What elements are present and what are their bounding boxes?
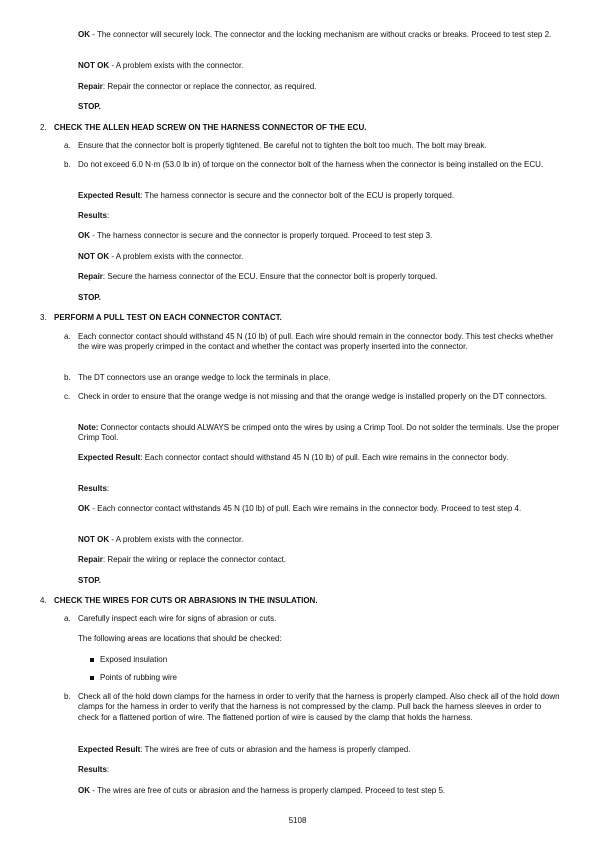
step2-heading [40,123,560,133]
list-item [100,655,540,665]
step-title: PERFORM A PULL TEST ON EACH CONNECTOR CONTACT. [54,313,282,322]
results-colon: : [106,765,110,774]
note-label: Note: [78,423,99,432]
step-title: CHECK THE WIRES FOR CUTS OR ABRASIONS IN THE INSULATION. [54,596,318,605]
step3-repair-text [78,555,560,565]
ok-description: - Each connector contact withstands 45 N (10 lb) of pull. Each wire remains in the connector body. Proceed to test step 4. [90,504,522,513]
step3-item-c [64,392,560,402]
item-text: The DT connectors use an orange wedge to lock the terminals in place. [78,373,331,382]
step4-areas-intro: The following areas are locations that should be checked: [78,634,282,643]
item-marker: b. [64,692,71,701]
step3-item-b [64,373,560,383]
ok-label: OK [78,786,90,795]
step4-item-b [64,692,560,723]
step-number: 2. [40,123,47,132]
item-marker: b. [64,373,71,382]
step2-expected-result [78,191,560,201]
item-text: Check all of the hold down clamps for the harness in order to verify that the harness is properly clamped. Also check all of the hold down clamps for the harness in order to verify that the harness is not compressed by the clamp. Pull back the harness sleeves in order to check for a flattened portion of wire. The flattened portion of wire is caused by the clamp that holds the harness. [78,692,560,722]
expected-label: Expected Result [78,745,141,754]
step-title: CHECK THE ALLEN HEAD SCREW ON THE HARNESS CONNECTOR OF THE ECU. [54,123,367,132]
notok-description: - A problem exists with the connector. [109,252,244,261]
step3-ok-text [78,504,560,514]
item-marker: a. [64,332,71,341]
item-marker: a. [64,614,71,623]
ok-label: OK [78,504,90,513]
step4-item-a [64,614,560,624]
repair-label: Repair [78,555,103,564]
notok-label: NOT OK [78,535,110,544]
page-number: 5108 [288,816,307,825]
step2-repair-text [78,272,560,282]
step-number: 4. [40,596,47,605]
list-item-text: Exposed insulation [100,655,168,664]
ok-label: OK [78,231,90,240]
ok-label: OK [78,30,90,39]
repair-description: : Secure the harness connector of the ECU. Ensure that the connector bolt is properly torqued. [102,272,438,281]
notok-label: NOT OK [78,252,110,261]
repair-label: Repair [78,272,103,281]
step3-expected-result [78,453,560,463]
list-item-text: Points of rubbing wire [100,673,177,682]
step3-results [78,484,560,494]
step2-ok-text [78,231,560,241]
step2-item-b [64,160,560,170]
step2-item-a [64,141,560,151]
item-text: Do not exceed 6.0 N·m (53.0 lb in) of torque on the connector bolt of the harness when the connector is being installed on the ECU. [78,160,544,169]
step2-notok-text [78,252,560,262]
step1-stop: STOP. [78,102,101,111]
expected-description: : Each connector contact should withstand 45 N (10 lb) of pull. Each wire remains in the connector body. [140,453,509,462]
step4-expected-result [78,745,560,755]
step-number: 3. [40,313,47,322]
results-colon: : [106,211,110,220]
step3-notok-text [78,535,560,545]
step3-item-a [64,332,560,353]
step3-note [78,423,560,444]
ok-description: - The wires are free of cuts or abrasion and the harness is properly clamped. Proceed to test step 5. [90,786,446,795]
repair-description: : Repair the connector or replace the connector, as required. [102,82,317,91]
item-text: Carefully inspect each wire for signs of abrasion or cuts. [78,614,277,623]
results-label: Results [78,484,107,493]
item-text: Ensure that the connector bolt is properly tightened. Be careful not to tighten the bolt too much. The bolt may break. [78,141,487,150]
expected-description: : The wires are free of cuts or abrasion and the harness is properly clamped. [140,745,411,754]
step1-repair-text [78,82,560,92]
repair-label: Repair [78,82,103,91]
step2-results [78,211,560,221]
expected-label: Expected Result [78,453,141,462]
step4-heading [40,596,560,606]
expected-description: : The harness connector is secure and the connector bolt of the ECU is properly torqued. [140,191,455,200]
item-text: Each connector contact should withstand 45 N (10 lb) of pull. Each wire should remain in the connector body. This test checks whether the wire was properly crimped in the contact and whether the contact was properly inserted into the connector. [78,332,554,352]
item-marker: b. [64,160,71,169]
results-label: Results [78,211,107,220]
repair-description: : Repair the wiring or replace the connector contact. [102,555,287,564]
step1-ok-text [78,30,560,40]
list-item [100,673,540,683]
step3-stop: STOP. [78,576,101,585]
notok-description: - A problem exists with the connector. [109,61,244,70]
results-colon: : [106,484,110,493]
step4-results [78,765,560,775]
bullet-icon [90,658,94,662]
expected-label: Expected Result [78,191,141,200]
step3-heading [40,313,560,323]
item-marker: a. [64,141,71,150]
results-label: Results [78,765,107,774]
step2-stop: STOP. [78,293,101,302]
notok-label: NOT OK [78,61,110,70]
notok-description: - A problem exists with the connector. [109,535,244,544]
bullet-icon [90,676,94,680]
item-marker: c. [64,392,71,401]
step4-ok-text [78,786,560,796]
item-text: Check in order to ensure that the orange wedge is not missing and that the orange wedge is installed properly on the DT connectors. [78,392,548,401]
step1-notok-text [78,61,560,71]
note-description: Connector contacts should ALWAYS be crimped onto the wires by using a Crimp Tool. Do not solder the terminals. Use the proper Crimp Tool. [78,423,560,443]
ok-description: - The connector will securely lock. The connector and the locking mechanism are without cracks or breaks. Proceed to test step 2. [90,30,552,39]
ok-description: - The harness connector is secure and the connector is properly torqued. Proceed to test step 3. [90,231,433,240]
